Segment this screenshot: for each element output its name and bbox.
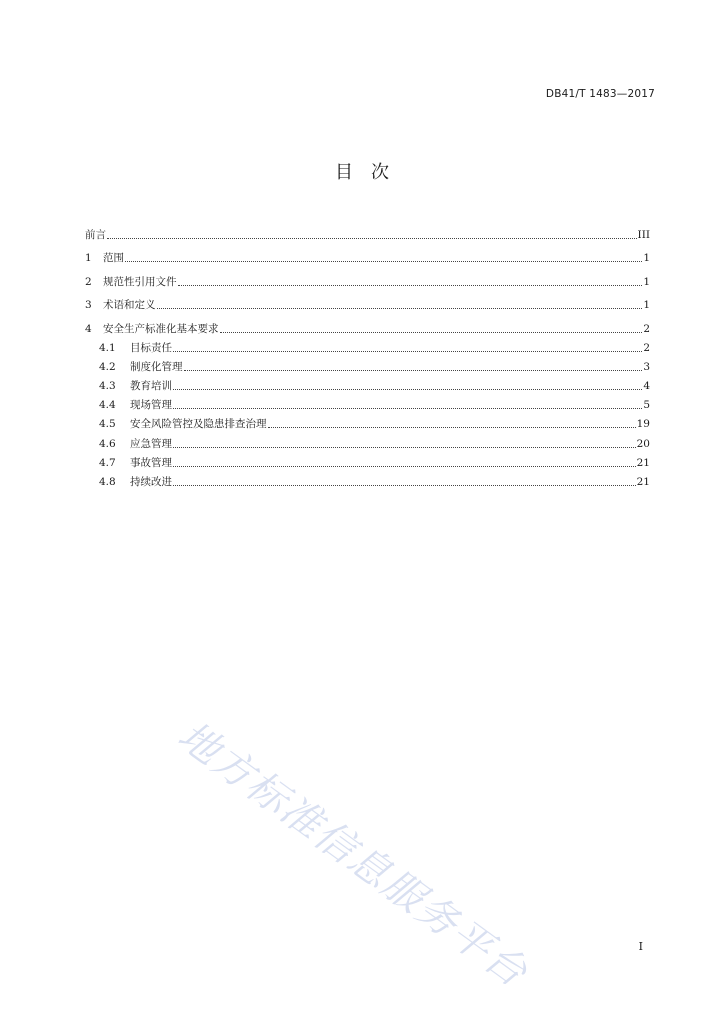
toc-entry-label: 目标责任	[130, 341, 172, 354]
toc-entry-label: 教育培训	[130, 380, 172, 393]
toc-entry-page: 19	[636, 418, 650, 431]
toc-entry-number: 4.2	[99, 360, 116, 373]
toc-entry-page: III	[637, 228, 650, 241]
toc-entry-page: 2	[643, 341, 650, 354]
toc-leader-dots	[157, 308, 643, 309]
toc-entry-number: 4.1	[99, 341, 116, 354]
toc-entry-foreword[interactable]	[85, 218, 650, 242]
toc-entry-4-8[interactable]	[85, 470, 650, 489]
toc-entry-number: 1	[85, 252, 92, 264]
toc-entry-label: 前言	[85, 228, 106, 241]
toc-entry-page: 21	[636, 476, 650, 488]
toc-entry-4-3[interactable]	[85, 374, 650, 393]
toc-entry-label: 术语和定义	[103, 299, 156, 311]
toc-entry-number: 4.4	[99, 399, 116, 412]
toc-leader-dots	[173, 447, 636, 448]
toc-entry-3[interactable]	[85, 289, 650, 313]
toc-entry-number: 4.6	[99, 437, 116, 450]
toc-entry-label: 规范性引用文件	[103, 275, 177, 288]
toc-entry-page: 3	[643, 360, 650, 373]
toc-entry-4-2[interactable]	[85, 355, 650, 374]
table-of-contents	[85, 218, 650, 489]
toc-entry-number: 3	[85, 299, 92, 311]
toc-entry-4-4[interactable]	[85, 393, 650, 412]
toc-entry-page: 20	[636, 437, 650, 450]
toc-entry-label: 应急管理	[130, 437, 172, 450]
toc-entry-label: 事故管理	[130, 456, 172, 469]
standard-code: DB41/T 1483—2017	[545, 88, 655, 100]
toc-entry-page: 4	[643, 380, 650, 393]
toc-leader-dots	[220, 332, 643, 333]
toc-entry-number: 4.7	[99, 456, 116, 469]
toc-leader-dots	[178, 285, 643, 286]
toc-entry-page: 1	[643, 252, 650, 264]
toc-leader-dots	[268, 427, 636, 428]
toc-entry-2[interactable]	[85, 265, 650, 289]
toc-entry-1[interactable]	[85, 242, 650, 266]
toc-entry-4-5[interactable]	[85, 412, 650, 431]
toc-entry-number: 4.5	[99, 418, 116, 431]
toc-leader-dots	[184, 370, 643, 371]
toc-entry-page: 1	[643, 299, 650, 311]
toc-leader-dots	[125, 261, 642, 262]
toc-entry-label: 范围	[103, 252, 124, 264]
page-number: I	[638, 940, 643, 953]
toc-leader-dots	[173, 466, 636, 467]
toc-entry-number: 2	[85, 275, 92, 288]
toc-entry-page: 2	[643, 322, 650, 335]
toc-entry-4-7[interactable]	[85, 451, 650, 470]
watermark: 地方标准信息服务平台	[169, 712, 537, 997]
toc-entry-page: 5	[643, 399, 650, 412]
toc-entry-4-1[interactable]	[85, 336, 650, 355]
page-title: 目 次	[335, 162, 389, 183]
toc-entry-label: 安全风险管控及隐患排查治理	[130, 418, 267, 431]
toc-entry-number: 4	[85, 322, 92, 335]
toc-entry-label: 持续改进	[130, 476, 172, 488]
toc-leader-dots	[173, 408, 642, 409]
toc-entry-label: 制度化管理	[130, 360, 183, 373]
toc-entry-4-6[interactable]	[85, 431, 650, 450]
toc-entry-page: 1	[643, 275, 650, 288]
toc-leader-dots	[173, 485, 636, 486]
toc-leader-dots	[107, 238, 637, 239]
toc-entry-page: 21	[636, 456, 650, 469]
toc-leader-dots	[173, 351, 642, 352]
toc-entry-label: 安全生产标准化基本要求	[103, 322, 219, 335]
toc-entry-number: 4.3	[99, 380, 116, 393]
toc-leader-dots	[173, 389, 642, 390]
toc-entry-number: 4.8	[99, 476, 116, 488]
toc-entry-label: 现场管理	[130, 399, 172, 412]
toc-entry-4[interactable]	[85, 312, 650, 336]
